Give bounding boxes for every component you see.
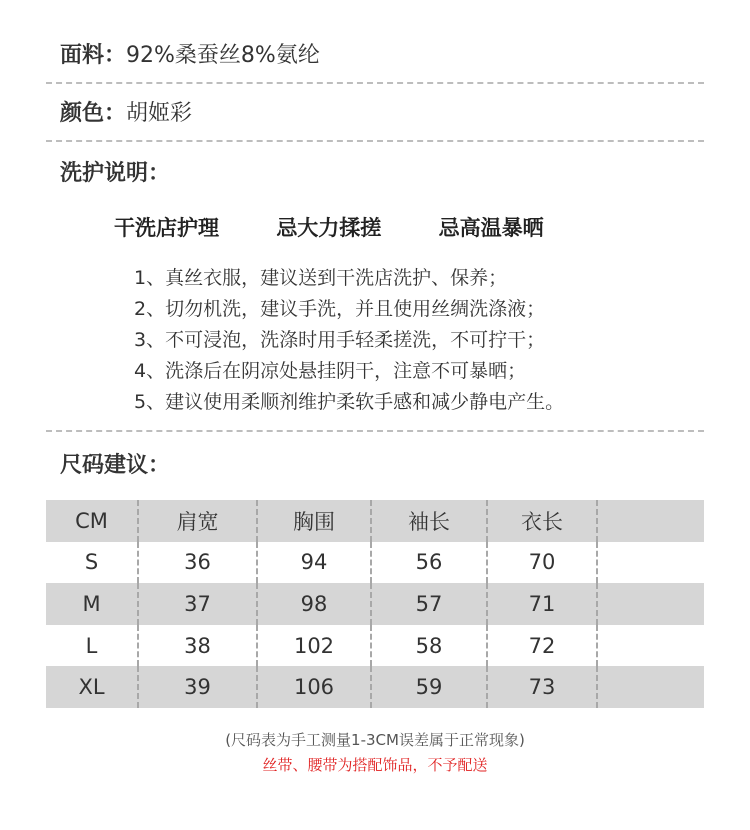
table-header-cell: 衣长 — [488, 500, 598, 542]
care-tag: 忌高温暴晒 — [438, 216, 544, 240]
table-cell: 56 — [372, 542, 488, 584]
table-header-row — [46, 500, 704, 542]
table-cell: 73 — [488, 666, 598, 708]
table-cell: XL — [46, 666, 139, 708]
color-label: 颜色： — [60, 101, 127, 126]
table-cell: 94 — [258, 542, 372, 584]
care-list — [134, 263, 564, 418]
table-cell: 71 — [488, 583, 598, 625]
table-cell: 38 — [139, 625, 258, 667]
divider — [46, 82, 704, 84]
table-cell: 72 — [488, 625, 598, 667]
table-cell: 59 — [372, 666, 488, 708]
table-cell: 36 — [139, 542, 258, 584]
table-cell: 58 — [372, 625, 488, 667]
divider — [46, 140, 704, 142]
table-cell: 106 — [258, 666, 372, 708]
color-row — [60, 96, 192, 127]
table-cell — [598, 666, 704, 708]
table-cell — [598, 583, 704, 625]
table-cell: 70 — [488, 542, 598, 584]
table-cell: 57 — [372, 583, 488, 625]
table-row — [46, 625, 704, 667]
fabric-row — [60, 38, 320, 69]
table-header-cell: 袖长 — [372, 500, 488, 542]
table-row — [46, 542, 704, 584]
table-cell: L — [46, 625, 139, 667]
care-tags — [114, 212, 544, 242]
care-item: 1、真丝衣服，建议送到干洗店洗护、保养； — [134, 267, 508, 289]
table-cell — [598, 625, 704, 667]
table-cell — [598, 542, 704, 584]
divider — [46, 430, 704, 432]
fabric-value: 92%桑蚕丝8%氨纶 — [126, 43, 320, 68]
care-tag: 干洗店护理 — [114, 216, 219, 240]
table-header-cell: 胸围 — [258, 500, 372, 542]
care-item: 2、切勿机洗，建议手洗，并且使用丝绸洗涤液； — [134, 298, 546, 320]
table-cell: S — [46, 542, 139, 584]
table-header-cell — [598, 500, 704, 542]
table-cell: 37 — [139, 583, 258, 625]
accessory-note: 丝带、腰带为搭配饰品，不予配送 — [262, 756, 488, 774]
table-row — [46, 583, 704, 625]
fabric-label: 面料： — [60, 43, 127, 68]
table-row — [46, 666, 704, 708]
care-item: 5、建议使用柔顺剂维护柔软手感和减少静电产生。 — [134, 391, 565, 413]
size-note: (尺码表为手工测量1-3CM误差属于正常现象) — [225, 731, 525, 749]
table-cell: 102 — [258, 625, 372, 667]
care-title: 洗护说明： — [60, 161, 171, 186]
table-header-cell: CM — [46, 500, 139, 542]
table-header-cell: 肩宽 — [139, 500, 258, 542]
table-cell: 39 — [139, 666, 258, 708]
size-title: 尺码建议： — [60, 453, 171, 478]
table-cell: 98 — [258, 583, 372, 625]
size-table — [46, 500, 704, 708]
care-item: 4、洗涤后在阴凉处悬挂阴干，注意不可暴晒； — [134, 360, 527, 382]
table-cell: M — [46, 583, 139, 625]
care-item: 3、不可浸泡，洗涤时用手轻柔搓洗，不可拧干； — [134, 329, 546, 351]
care-tag: 忌大力揉搓 — [276, 216, 382, 240]
color-value: 胡姬彩 — [126, 101, 193, 126]
